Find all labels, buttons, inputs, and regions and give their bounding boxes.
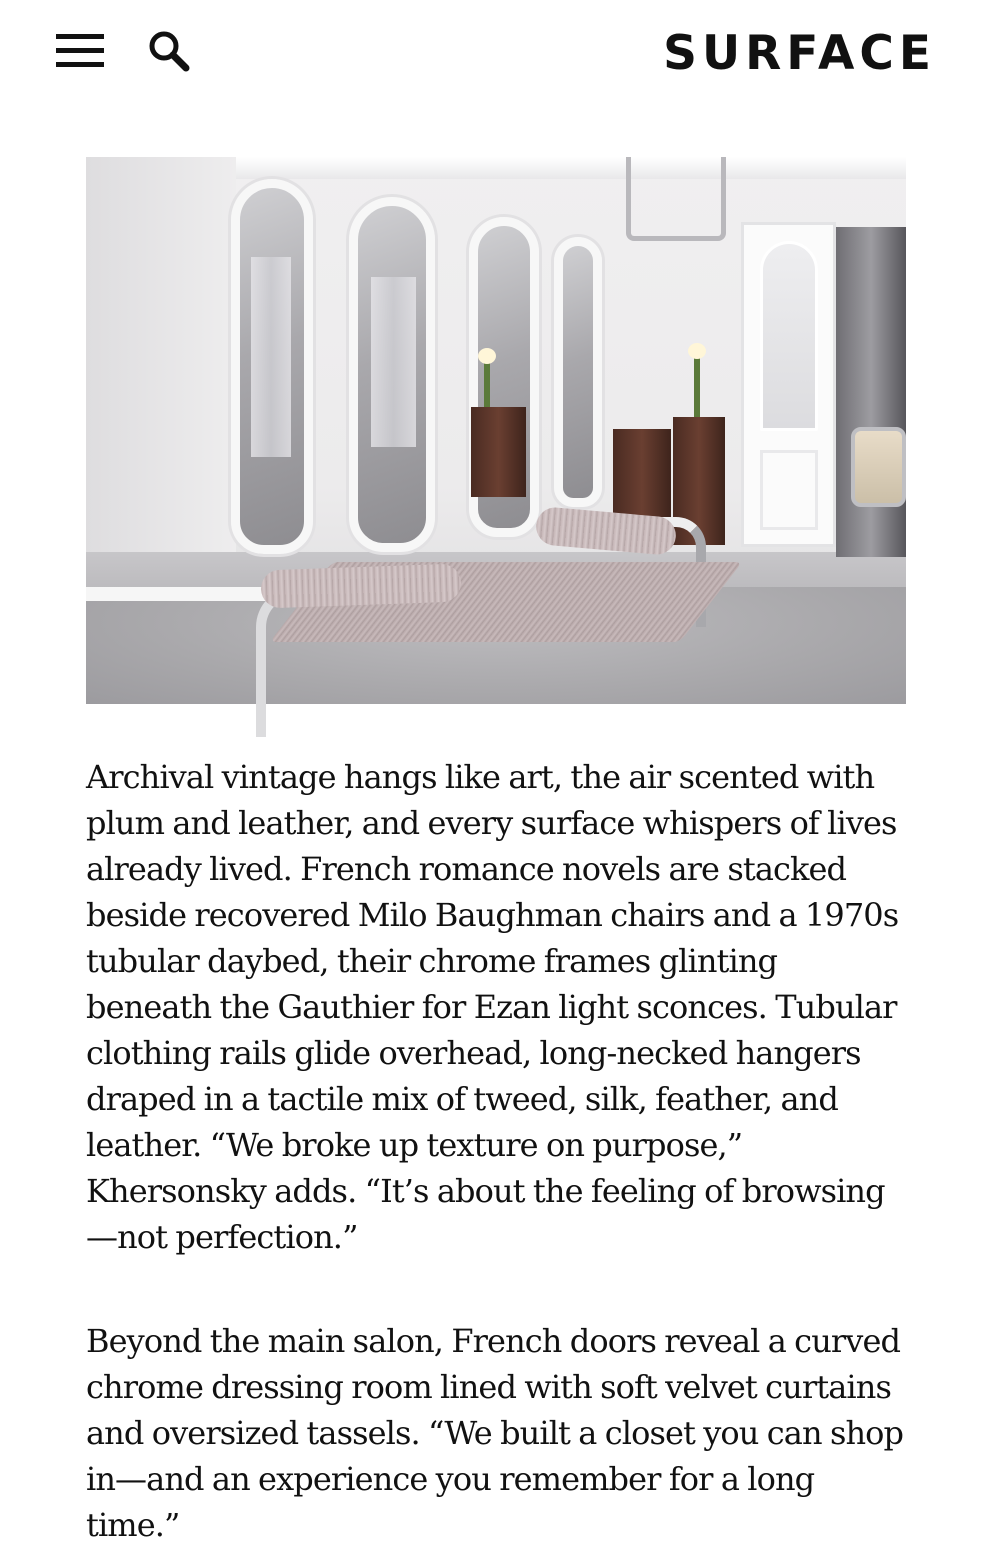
french-door: [741, 222, 836, 547]
site-header: [0, 0, 986, 110]
mirror: [554, 237, 602, 507]
chair: [851, 427, 906, 507]
pedestal: [471, 407, 526, 497]
article-body: [86, 754, 906, 1548]
article-hero-image: [86, 157, 906, 704]
clothing-rail: [626, 157, 726, 241]
bolster-pillow: [260, 564, 461, 609]
article-paragraph: Archival vintage hangs like art, the air scented with plum and leather, and every surface whispers of lives already lived. French romance novels are stacked beside recovered Milo Baughman chairs and a 1970s tubular daybed, their chrome frames glinting beneath the Gauthier for Ezan light sconces. Tubular clothing rails glide overhead, long-necked hangers draped in a tactile mix of tweed, silk, feather, and leather. “We broke up texture on purpose,” Khersonsky adds. “It’s about the feeling of browsing—not perfection.”: [86, 758, 899, 1256]
search-icon[interactable]: [146, 28, 190, 72]
site-logo[interactable]: SURFACE: [663, 26, 936, 81]
article-paragraph: Beyond the main salon, French doors reveal a curved chrome dressing room lined with soft velvet curtains and oversized tassels. “We built a closet you can shop in—and an experience you remember for a long time.”: [86, 1322, 904, 1544]
hamburger-menu-icon[interactable]: [56, 34, 104, 70]
